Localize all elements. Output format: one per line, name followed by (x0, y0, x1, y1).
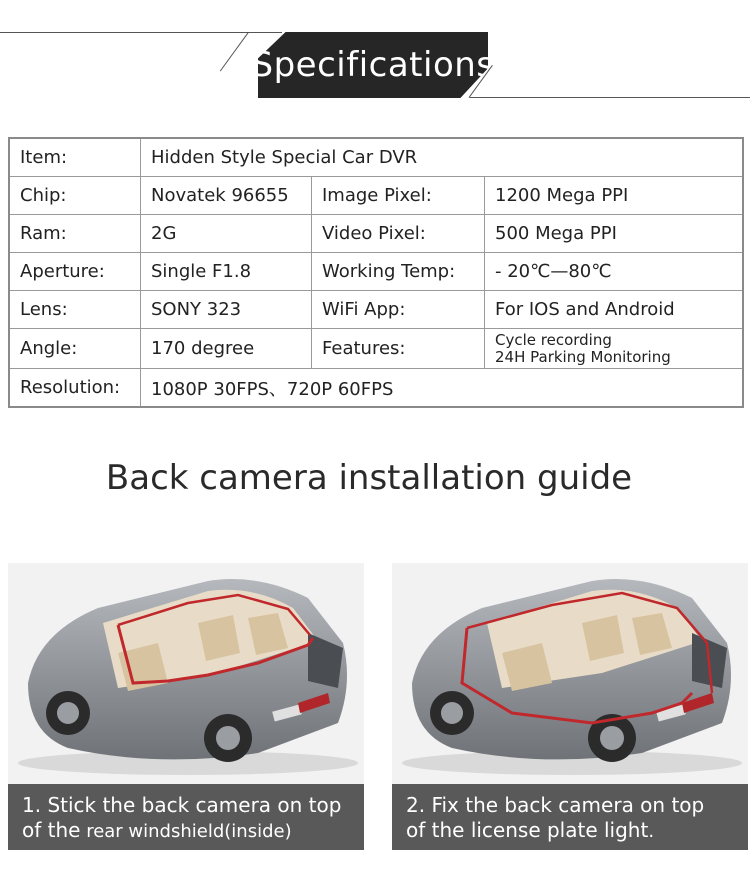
step-line (406, 818, 736, 844)
header-slash-left (220, 32, 249, 71)
page-title: Specifications (251, 45, 495, 85)
table-row (9, 215, 743, 253)
car-illustration (392, 563, 748, 786)
spec-label: Chip: (9, 177, 141, 215)
table-row (9, 138, 743, 177)
step-line-bold: of the license plate light (406, 818, 649, 842)
step-line-lite: rear windshield(inside) (80, 821, 292, 842)
spec-label: Resolution: (9, 369, 141, 408)
spec-value-features (485, 329, 744, 369)
spec-table (8, 137, 744, 408)
header-rule-left (0, 32, 282, 33)
spec-label: Lens: (9, 291, 141, 329)
spec-value: For IOS and Android (485, 291, 744, 329)
spec-label: Aperture: (9, 253, 141, 291)
table-row (9, 177, 743, 215)
spec-label: Working Temp: (312, 253, 485, 291)
guide-title: Back camera installation guide (105, 458, 633, 498)
spec-value: SONY 323 (141, 291, 312, 329)
spec-value: 500 Mega PPI (485, 215, 744, 253)
table-row (9, 329, 743, 369)
step-line: 1. Stick the back camera on top (22, 793, 342, 817)
step-caption-2 (392, 784, 748, 850)
spec-label: Video Pixel: (312, 215, 485, 253)
step-caption-1 (8, 784, 364, 850)
spec-value: - 20℃—80℃ (485, 253, 744, 291)
step-line-bold: of the (22, 818, 81, 842)
table-row (9, 369, 743, 408)
install-image-license-plate (392, 563, 748, 786)
spec-value: Novatek 96655 (141, 177, 312, 215)
header-rule-right (470, 97, 750, 98)
feature-line: 24H Parking Monitoring (495, 347, 671, 366)
spec-label: Image Pixel: (312, 177, 485, 215)
step-line: 2. Fix the back camera on top (406, 793, 705, 817)
spec-label: Features: (312, 329, 485, 369)
install-image-windshield (8, 563, 364, 786)
spec-value: 1200 Mega PPI (485, 177, 744, 215)
spec-value: Hidden Style Special Car DVR (141, 138, 744, 177)
spec-value: 2G (141, 215, 312, 253)
feature-line: Cycle recording (495, 330, 612, 349)
spec-label: WiFi App: (312, 291, 485, 329)
step-line (22, 818, 352, 844)
table-row (9, 291, 743, 329)
spec-value: Single F1.8 (141, 253, 312, 291)
spec-label: Ram: (9, 215, 141, 253)
spec-label: Item: (9, 138, 141, 177)
car-illustration (8, 563, 364, 786)
step-line-lite: . (648, 821, 655, 842)
table-row (9, 253, 743, 291)
spec-value: 170 degree (141, 329, 312, 369)
spec-value: 1080P 30FPS、720P 60FPS (141, 369, 744, 408)
spec-label: Angle: (9, 329, 141, 369)
